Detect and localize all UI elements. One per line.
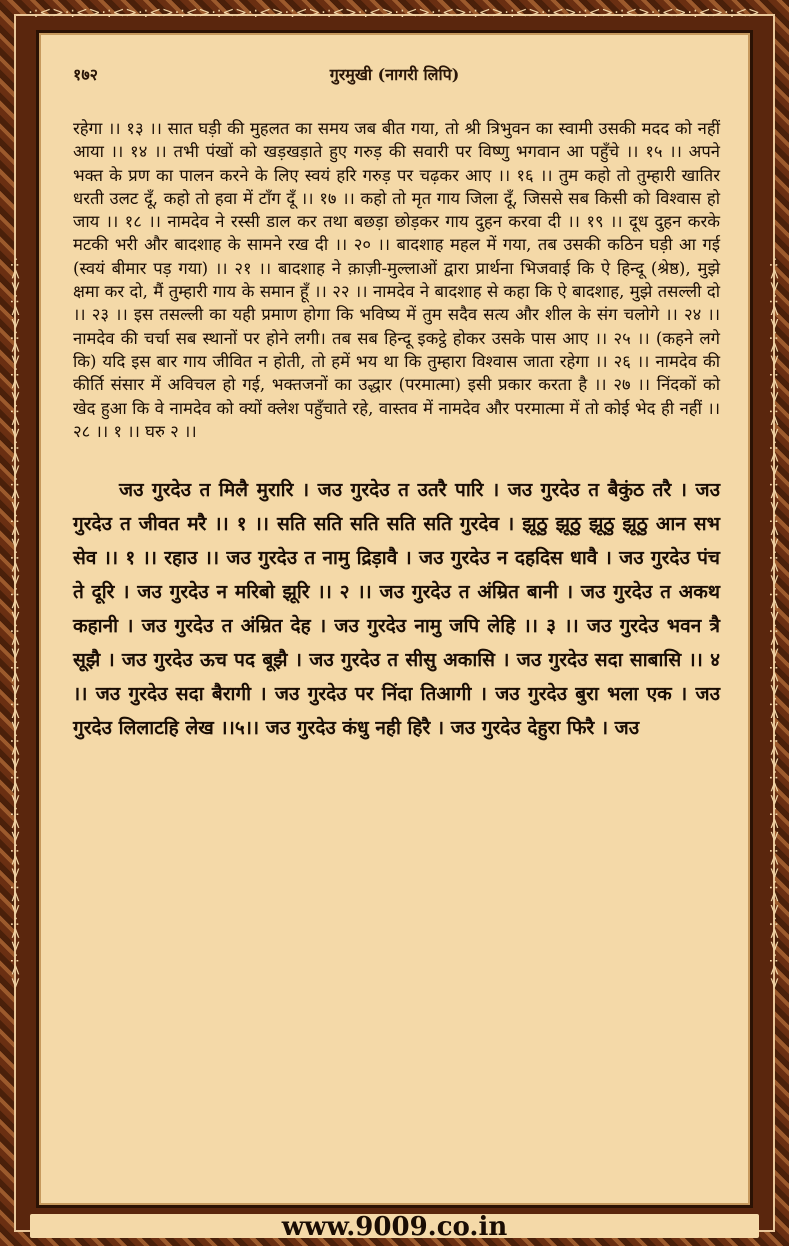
page-header — [73, 63, 716, 91]
border-ornament-right: ·:<>·:<>·:<>·:<>·:<>·:<>·:<>·:<>·:<>·:<>·:<>·:<>·:<>·:<>·:<>·:<>·:<>·:<>·:<>·:<> — [766, 256, 782, 990]
gurmukhi-verse-paragraph: जउ गुरदेउ त मिलै मुरारि । जउ गुरदेउ त उतरै पारि । जउ गुरदेउ त बैकुंठ तरै । जउ गुरदेउ त जीवत मरै ।। १ ।। सति सति सति सति सति गुरदेव । झूठु झूठु झूठु झूठु आन सभ सेव ।। १ ।। रहाउ ।। जउ गुरदेउ त नामु द्रिड़ावै । जउ गुरदेउ न दहदिस धावै । जउ गुरदेउ पंच ते दूरि । जउ गुरदेउ न मरिबो झूरि ।। २ ।। जउ गुरदेउ त अंम्रित बानी । जउ गुरदेउ त अकथ कहानी । जउ गुरदेउ त अंम्रित देह । जउ गुरदेउ नामु जपि लेहि ।। ३ ।। जउ गुरदेउ भवन त्रै सूझै । जउ गुरदेउ ऊच पद बूझै । जउ गुरदेउ त सीसु अकासि । जउ गुरदेउ सदा साबासि ।। ४ ।। जउ गुरदेउ सदा बैरागी । जउ गुरदेउ पर निंदा तिआगी । जउ गुरदेउ बुरा भला एक । जउ गुरदेउ लिलाटहि लेख ।।५।। जउ गुरदेउ कंधु नही हिरै । जउ गुरदेउ देहुरा फिरै । जउ — [73, 479, 720, 740]
page-body — [73, 117, 720, 745]
border-ornament-top: ·:<>·:<>·:<>·:<>·:<>·:<>·:<>·:<>·:<>·:<>·:<>·:<>·:<>·:<>·:<>·:<>·:<>·:<>·:<>·:<> — [28, 5, 761, 21]
footer-url: www.9009.co.in — [281, 1212, 508, 1242]
page-title: गुरमुखी (नागरी लिपि) — [329, 65, 460, 84]
hindi-translation-paragraph: रहेगा ।। १३ ।। सात घड़ी की मुहलत का समय जब बीत गया, तो श्री त्रिभुवन का स्वामी उसकी मदद को नहीं आया ।। १४ ।। तभी पंखों को खड़खड़ाते हुए गरुड़ की सवारी पर विष्णु भगवान आ पहुँचे ।। १५ ।। अपने भक्त के प्रण का पालन करने के लिए स्वयं हरि गरुड़ पर चढ़कर आए ।। १६ ।। तुम कहो तो तुम्हारी खातिर धरती उलट दूँ, कहो तो हवा में टाँग दूँ ।। १७ ।। कहो तो मृत गाय जिला दूँ, जिससे सब किसी को विश्वास हो जाय ।। १८ ।। नामदेव ने रस्सी डाल कर तथा बछड़ा छोड़कर गाय दुहन करवा दी ।। १९ ।। दूध दुहन करके मटकी भरी और बादशाह के सामने रख दी ।। २० ।। बादशाह महल में गया, तब उसकी कठिन घड़ी आ गई (स्वयं बीमार पड़ गया) ।। २१ ।। बादशाह ने क़ाज़ी-मुल्लाओं द्वारा प्रार्थना भिजवाई कि ऐ हिन्दू (श्रेष्ठ), मुझे क्षमा कर दो, मैं तुम्हारी गाय के समान हूँ ।। २२ ।। नामदेव ने बादशाह से कहा कि ऐ बादशाह, मुझे तसल्ली दो ।। २३ ।। इस तसल्ली का यही प्रमाण होगा कि भविष्य में तुम सदैव सत्य और शील के संग चलोगे ।। २४ ।। नामदेव की चर्चा सब स्थानों पर होने लगी। तब सब हिन्दू इकट्ठे होकर उसके पास आए ।। २५ ।। (कहने लगे कि) यदि इस बार गाय जीवित न होती, तो हमें भय था कि तुम्हारा विश्वास जाता रहेगा ।। २६ ।। नामदेव की कीर्ति संसार में अविचल हो गई, भक्तजनों का उद्धार (परमात्मा) इसी प्रकार करता है ।। २७ ।। निंदकों को खेद हुआ कि वे नामदेव को क्यों क्लेश पहुँचाते रहे, वास्तव में नामदेव और परमात्मा में तो कोई भेद ही नहीं ।। २८ ।। १ ।। घरु २ ।। — [73, 119, 721, 441]
border-ornament-left: ·:<>·:<>·:<>·:<>·:<>·:<>·:<>·:<>·:<>·:<>·:<>·:<>·:<>·:<>·:<>·:<>·:<>·:<>·:<>·:<> — [7, 256, 23, 990]
page-number: १७२ — [73, 65, 98, 84]
page-paper — [36, 30, 753, 1208]
